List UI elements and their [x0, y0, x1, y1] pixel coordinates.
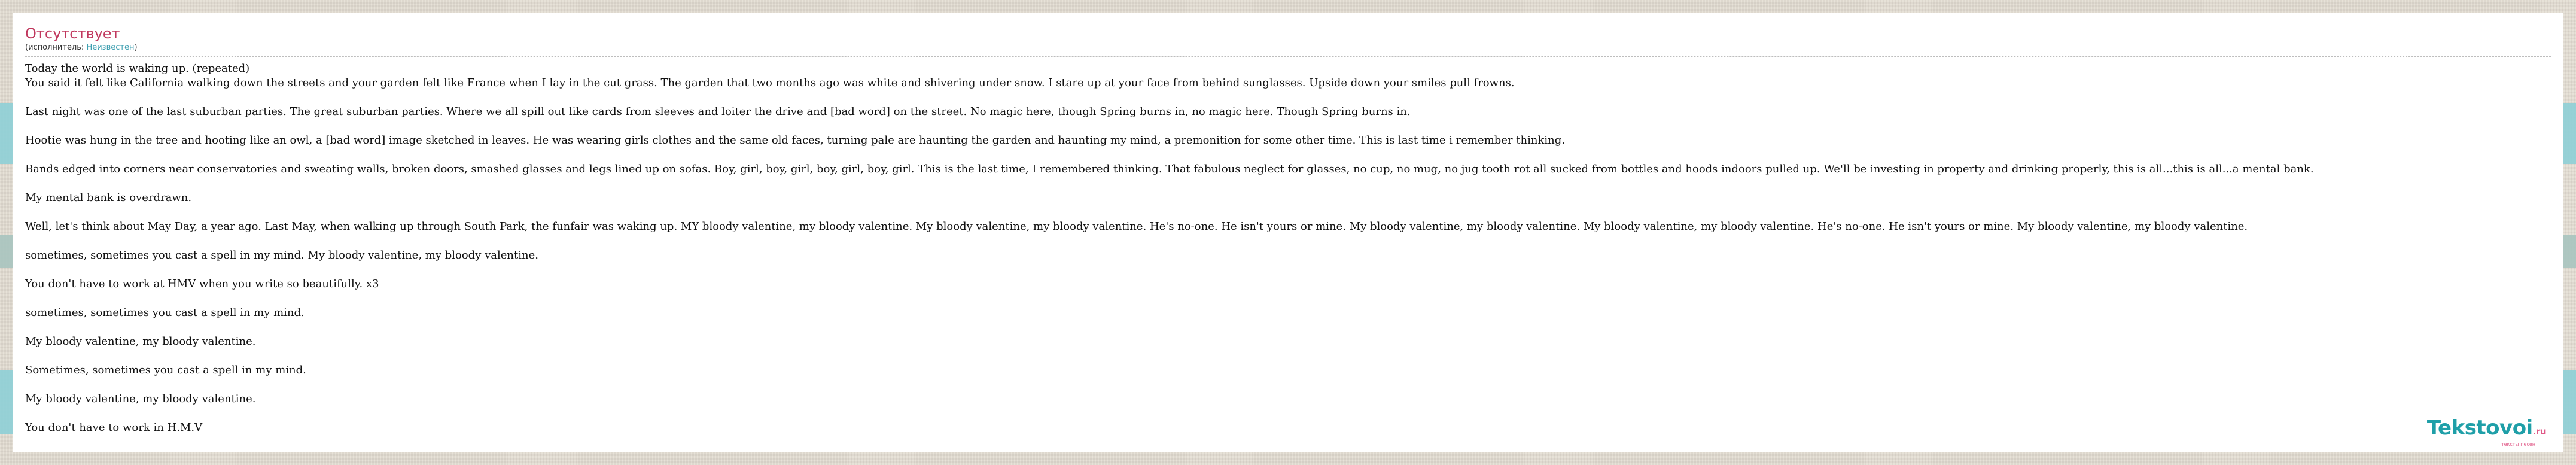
- lyrics-paragraph: sometimes, sometimes you cast a spell in my mind.: [25, 306, 305, 319]
- lyrics-paragraph: You don't have to work in H.M.V: [25, 421, 203, 434]
- lyrics-paragraph: Sometimes, sometimes you cast a spell in my mind.: [25, 364, 306, 376]
- right-decor-band: [2563, 103, 2576, 164]
- performer-line: [25, 42, 2551, 53]
- lyrics-paragraph: My bloody valentine, my bloody valentine.: [25, 335, 256, 348]
- song-title: Отсутствует: [25, 25, 120, 42]
- lyrics-paragraph: Hootie was hung in the tree and hooting like an owl, a [bad word] image sketched in leaves. He was wearing girls clothes and the same old faces, turning pale are haunting the garden and haunting my mind, a premonition for some other time. This is last time i remember thinking.: [25, 134, 1565, 147]
- lyrics-paragraph: You said it felt like California walking down the streets and your garden felt like France when I lay in the cut grass. The garden that two months ago was white and shivering under snow. I stare up at your face from behind sunglasses. Upside down your smiles pull frowns.: [25, 77, 1515, 89]
- right-decor-band: [2563, 370, 2576, 434]
- logo-wordmark: [2427, 418, 2546, 442]
- performer-prefix: (исполнитель:: [25, 43, 87, 52]
- left-decor-band: [0, 103, 13, 164]
- lyrics-body: [25, 62, 2551, 435]
- lyrics-paragraph: My bloody valentine, my bloody valentine.: [25, 393, 256, 405]
- site-logo[interactable]: [2427, 418, 2546, 447]
- lyrics-first-line: Today the world is waking up. (repeated): [25, 62, 250, 75]
- lyrics-paragraph: Well, let's think about May Day, a year ago. Last May, when walking up through South Park, the funfair was waking up. MY bloody valentine, my bloody valentine. My bloody valentine, my bloody valentine. He's no-one. He isn't yours or mine. My bloody valentine, my bloody valentine. My bloody valentine, my bloody valentine. He's no-one. He isn't yours or mine. My bloody valentine, my bloody valentine.: [25, 220, 2248, 233]
- header-divider: [25, 56, 2551, 57]
- right-decor-band: [2563, 235, 2576, 268]
- logo-tagline: тексты песен: [2501, 442, 2535, 447]
- lyrics-page: [13, 13, 2563, 452]
- performer-suffix: ): [134, 43, 138, 52]
- lyrics-paragraph: You don't have to work at HMV when you write so beautifully. x3: [25, 278, 379, 290]
- logo-tld: .ru: [2532, 426, 2546, 437]
- performer-link[interactable]: Неизвестен: [86, 43, 135, 52]
- lyrics-paragraph: sometimes, sometimes you cast a spell in my mind. My bloody valentine, my bloody valentine.: [25, 249, 538, 262]
- left-decor-band: [0, 235, 13, 268]
- lyrics-paragraph: Last night was one of the last suburban parties. The great suburban parties. Where we all spill out like cards from sleeves and loiter the drive and [bad word] on the street. No magic here, though Spring burns in, no magic here. Though Spring burns in.: [25, 105, 1411, 118]
- left-decor-band: [0, 370, 13, 434]
- logo-main-text: Tekstovoi: [2426, 416, 2533, 440]
- lyrics-paragraph: Bands edged into corners near conservatories and sweating walls, broken doors, smashed glasses and legs lined up on sofas. Boy, girl, boy, girl, boy, girl, boy, girl. This is the last time, I remembered thinking. That fabulous neglect for glasses, no cup, no mug, no jug tooth rot all sucked from bottles and hoods indoors pulled up. We'll be investing in property and drinking properly, this is all...this is all...a mental bank.: [25, 163, 2314, 175]
- lyrics-paragraph: My mental bank is overdrawn.: [25, 192, 192, 204]
